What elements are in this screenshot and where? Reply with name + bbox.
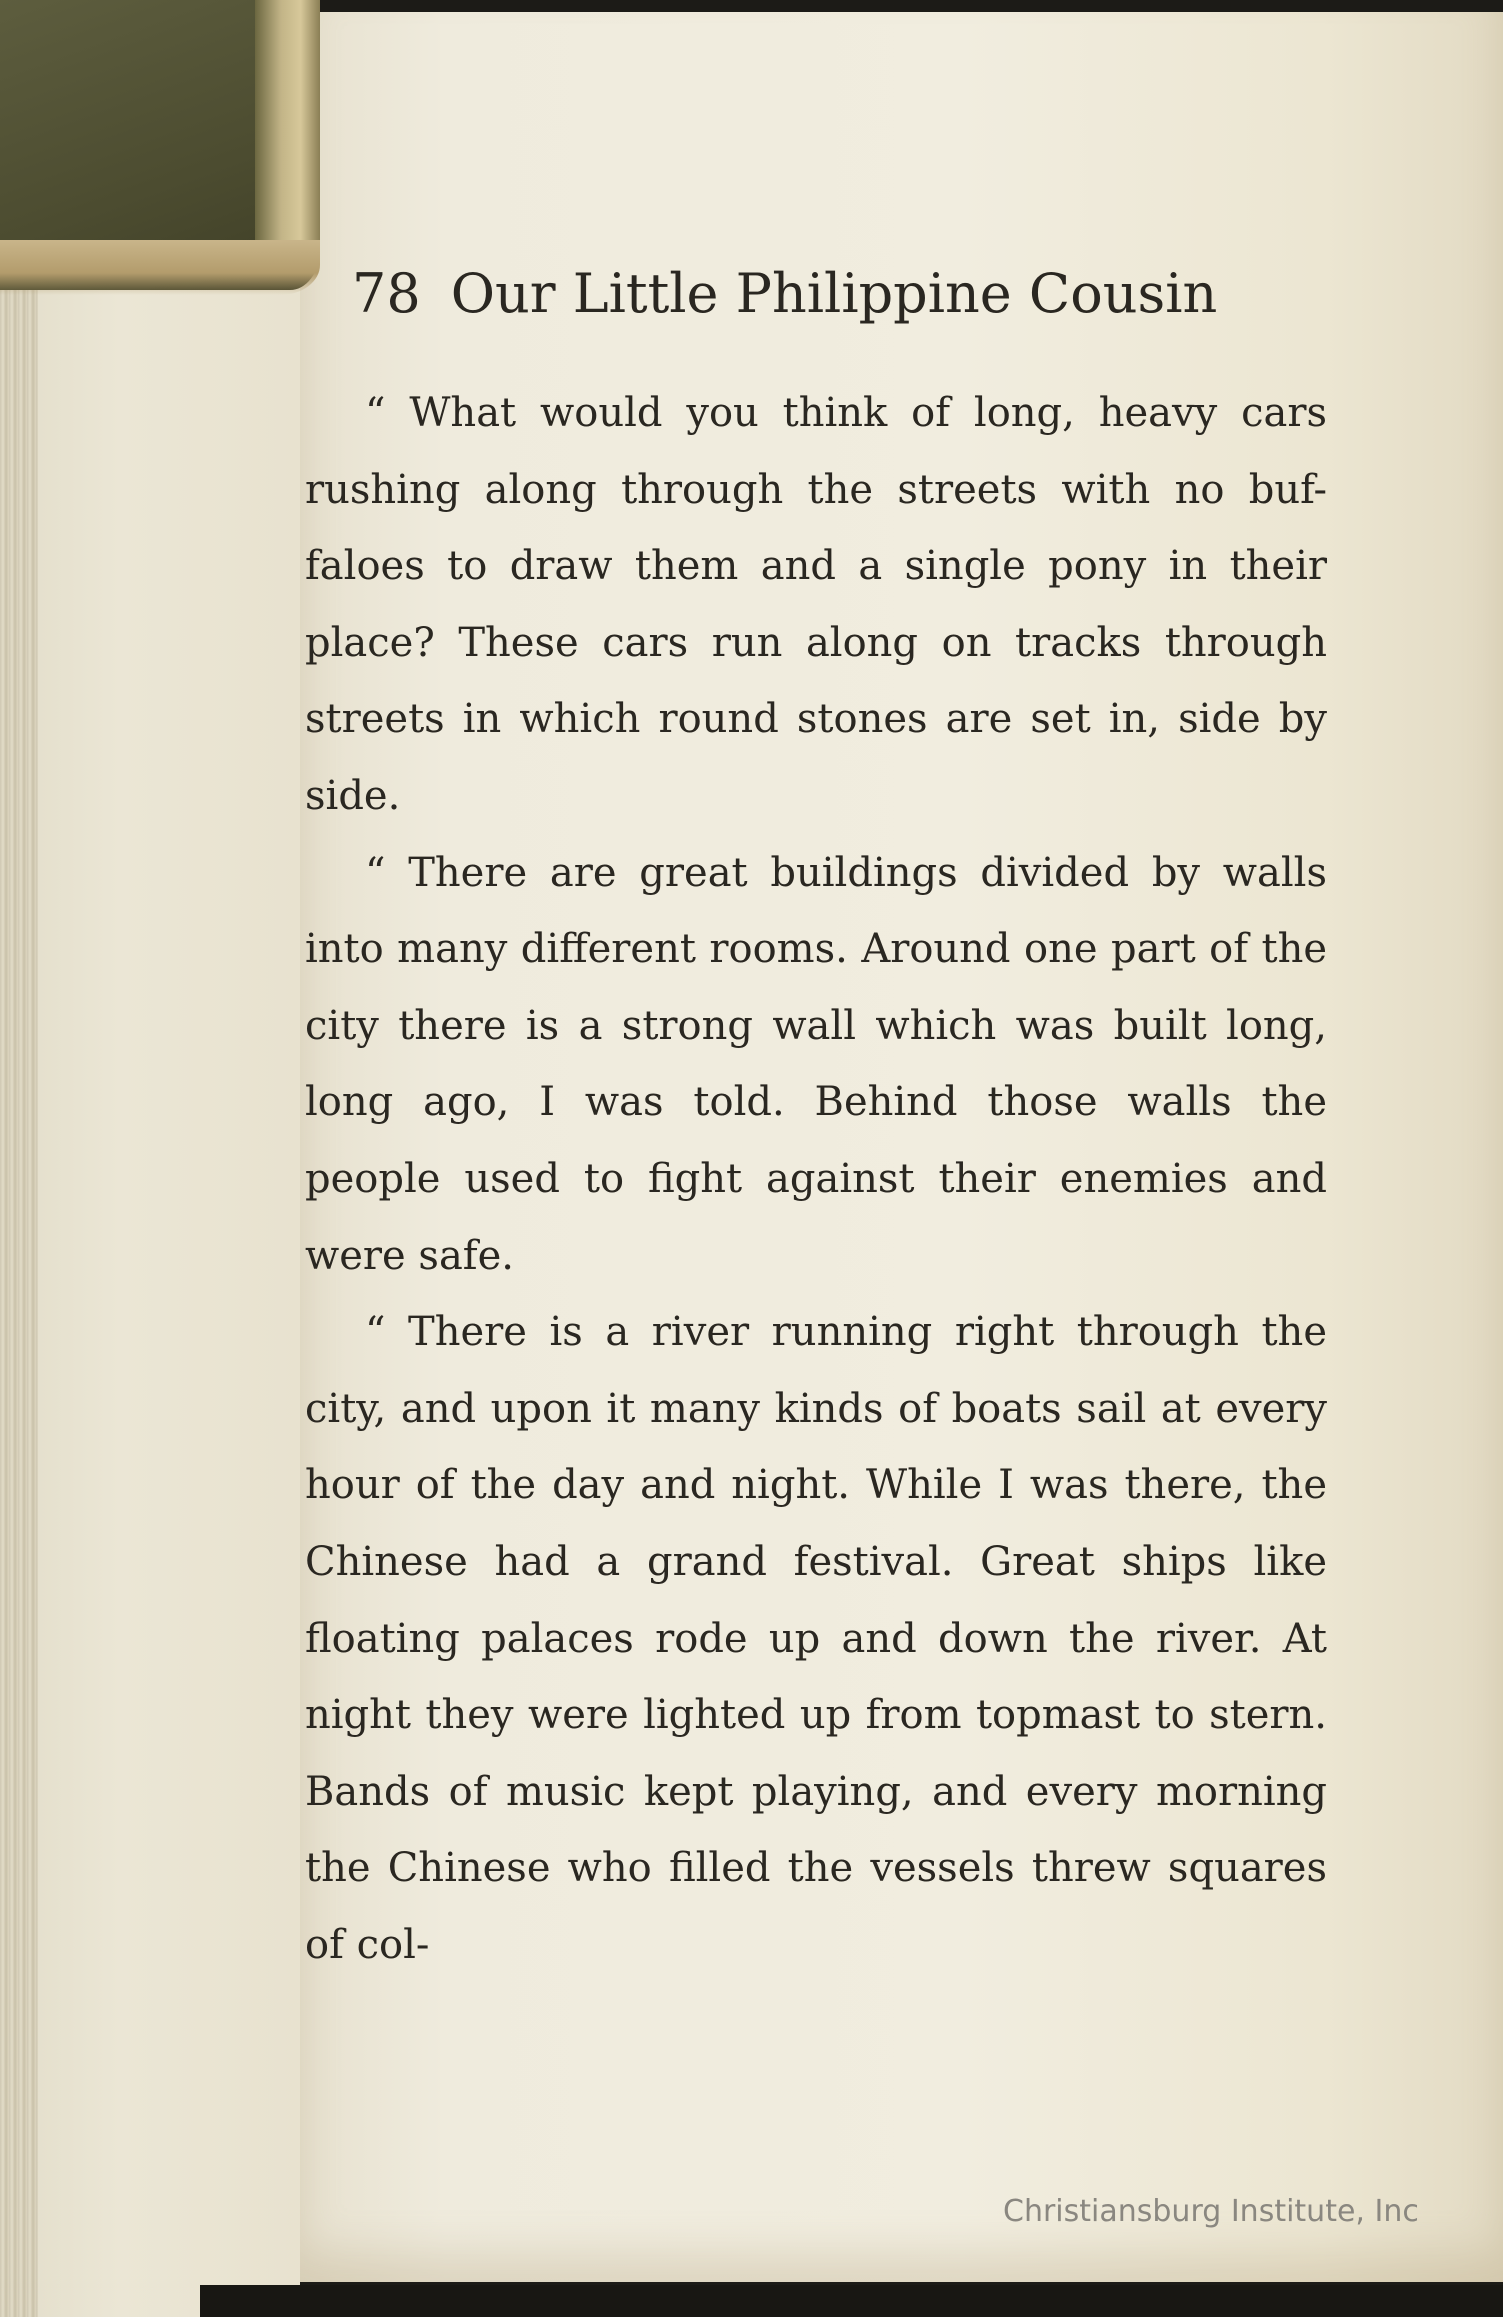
paragraph: “ There is a river running right through the city, and upon it many kinds of boats sail at every hour of the day and night. While I was there, the Chinese had a grand festival. Great ships like floating palaces rode up and down the river. At night they were lighted up from topmast to stern. Bands of music kept playing, and every morning the Chinese who filled the vessels threw squares of col-	[305, 1309, 1327, 1968]
paragraph: “ What would you think of long, heavy cars rushing along through the streets with no buf- faloes to draw them and a single pony in their place? These cars run along on tracks through streets in which round stones are set in, side by side.	[305, 390, 1327, 819]
book-cover-spine-edge	[255, 0, 320, 260]
paragraph: “ There are great buildings divided by walls into many different rooms. Around one part of the city there is a strong wall which was built long, long ago, I was told. Behind those walls the people used to fight against their enemies and were safe.	[305, 849, 1327, 1279]
scan-background-bottom	[200, 2285, 1503, 2317]
body-text	[305, 375, 1327, 1983]
running-header	[352, 262, 1217, 325]
book-cover-gilt-edge	[0, 240, 320, 295]
page-number: 78	[352, 262, 421, 325]
watermark: Christiansburg Institute, Inc	[1003, 2194, 1419, 2229]
book-title: Our Little Philippine Cousin	[450, 262, 1218, 325]
previous-page-edge	[0, 240, 300, 2317]
page-stack-edge	[0, 240, 38, 2317]
